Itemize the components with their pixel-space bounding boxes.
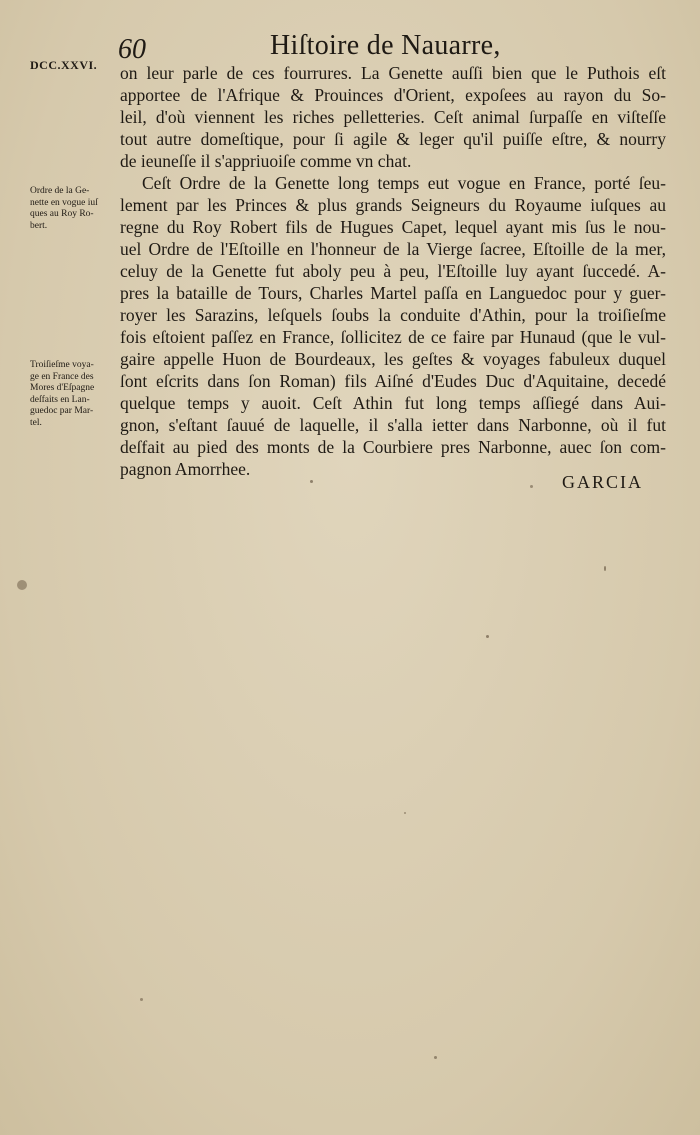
text-line: celuy de la Genette fut aboly peu à peu, l'Eſtoille luy ayant ſuccedé. A- [120, 261, 666, 281]
page-number: 60 [118, 34, 146, 65]
paper-spot [530, 485, 533, 488]
text-line: gaire appelle Huon de Bourdeaux, les geſtes & voyages fabuleux duquel [120, 349, 666, 369]
margin-note-line: nette en vogue iuſ [30, 197, 98, 208]
margin-note-line: bert. [30, 220, 48, 231]
text-line: deſfait au pied des monts de la Courbiere pres Narbonne, auec ſon com- [120, 437, 666, 457]
margin-note-line: ques au Roy Ro- [30, 209, 94, 219]
body-text [120, 62, 666, 480]
text-line: on leur parle de ces fourrures. La Genette auſſi bien que le Puthois eſt [120, 63, 666, 83]
text-line: pagnon Amorrhee. [120, 459, 251, 479]
paper-spot [604, 566, 606, 571]
text-line: gnon, s'eſtant ſauué de laquelle, il s'alla ietter dans Narbonne, où il fut [120, 415, 666, 435]
text-line: quelque temps y auoit. Ceſt Athin fut long temps aſſiegé dans Aui- [120, 393, 666, 413]
text-line: pres la bataille de Tours, Charles Martel paſſa en Languedoc pour y guer- [120, 283, 666, 303]
text-line: de ieuneſſe il s'appriuoiſe comme vn chat. [120, 151, 412, 171]
text-line: ſont eſcrits dans ſon Roman) fils Aiſné d'Eudes Duc d'Aquitaine, decedé [120, 371, 666, 391]
margin-note-line: ge en France des [30, 371, 94, 382]
text-line: uel Ordre de l'Eſtoille en l'honneur de la Vierge ſacree, Eſtoille de la mer, [120, 239, 666, 259]
text-line: royer les Sarazins, leſquels ſoubs la conduite d'Athin, pour la troiſieſme [120, 305, 666, 325]
margin-year: DCC.XXVI. [30, 58, 98, 72]
paper-spot [404, 812, 406, 814]
paper-spot [140, 998, 143, 1001]
paper-spot [310, 480, 313, 483]
margin-note-line: tel. [30, 417, 42, 428]
text-line: apportee de l'Afrique & Prouinces d'Orient, expoſees au rayon du So- [120, 85, 666, 105]
paper-spot [486, 635, 489, 638]
text-line: Ceſt Ordre de la Genette long temps eut vogue en France, porté ſeu- [142, 173, 666, 193]
text-line: regne du Roy Robert fils de Hugues Capet, lequel ayant mis ſus le nou- [120, 217, 666, 237]
margin-note-line: guedoc par Mar- [30, 406, 94, 416]
margin-note-line: Mores d'Eſpagne [30, 383, 95, 393]
margin-note-ordre-genette [30, 186, 116, 232]
paper-spot [434, 1056, 437, 1059]
catchword: GARCIA [562, 472, 644, 492]
text-line: tout autre domeſtique, pour ſi agile & leger qu'il puiſſe eſtre, & nourry [120, 129, 666, 149]
margin-note-line: Ordre de la Ge- [30, 186, 90, 196]
text-line: lement par les Princes & plus grands Seigneurs du Royaume iuſques au [120, 195, 666, 215]
margin-note-line: Troiſieſme voya- [30, 360, 94, 370]
running-title: Hiſtoire de Nauarre, [270, 30, 501, 61]
margin-note-line: deſfaits en Lan- [30, 394, 90, 405]
text-line: fois eſtoient paſſez en France, ſollicitez de ce faire par Hunaud (que le vul- [120, 327, 666, 347]
text-line: leil, d'où viennent les riches pelletteries. Ceſt animal ſurpaſſe en viſteſſe [120, 107, 666, 127]
paper-spot [17, 580, 27, 590]
margin-note-troisieme-voyage [30, 360, 116, 429]
